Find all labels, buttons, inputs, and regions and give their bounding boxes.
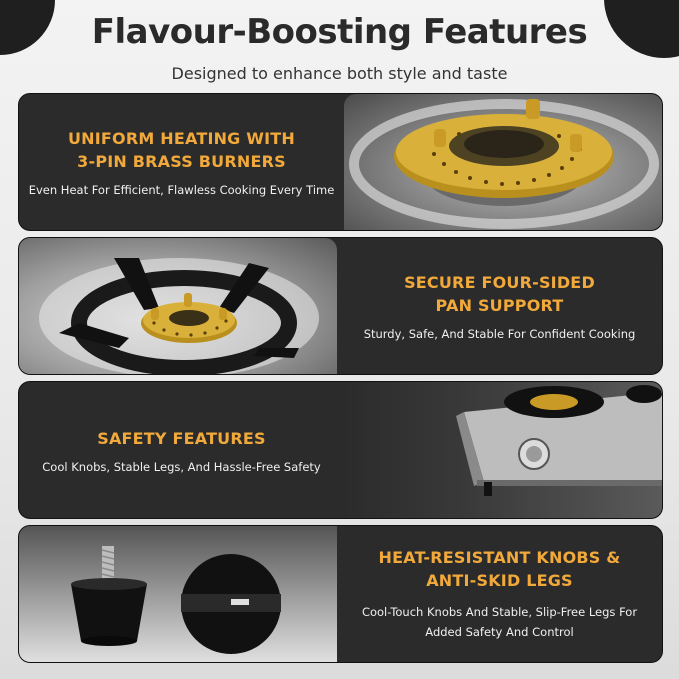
feature-card-knobs-legs <box>18 525 663 663</box>
rubber-leg-and-knob-image <box>19 526 337 662</box>
feature-description: Cool-Touch Knobs And Stable, Slip-Free Legs For Added Safety And Control <box>361 605 638 639</box>
feature-card-brass-burners <box>18 93 663 231</box>
pan-support-image <box>19 238 337 374</box>
feature-text <box>19 382 344 518</box>
feature-card-safety <box>18 381 663 519</box>
feature-heading: SAFETY FEATURES <box>97 428 266 448</box>
page-title: Flavour-Boosting Features <box>91 12 588 52</box>
feature-text <box>19 94 344 230</box>
feature-heading: SECURE FOUR-SIDED PAN SUPPORT <box>404 273 595 315</box>
brass-burner-closeup-image <box>344 94 662 230</box>
feature-heading: UNIFORM HEATING WITH 3-PIN BRASS BURNERS <box>67 129 295 171</box>
gas-stove-image <box>344 382 662 518</box>
feature-description: Sturdy, Safe, And Stable For Confident Cooking <box>363 327 636 341</box>
feature-text <box>337 238 662 374</box>
feature-text <box>337 526 662 662</box>
feature-heading: HEAT-RESISTANT KNOBS & ANTI-SKID LEGS <box>378 548 621 590</box>
feature-description: Even Heat For Efficient, Flawless Cooking Every Time <box>28 183 335 197</box>
feature-card-pan-support <box>18 237 663 375</box>
feature-description: Cool Knobs, Stable Legs, And Hassle-Free Safety <box>42 459 321 474</box>
page-subtitle: Designed to enhance both style and taste <box>171 64 508 83</box>
